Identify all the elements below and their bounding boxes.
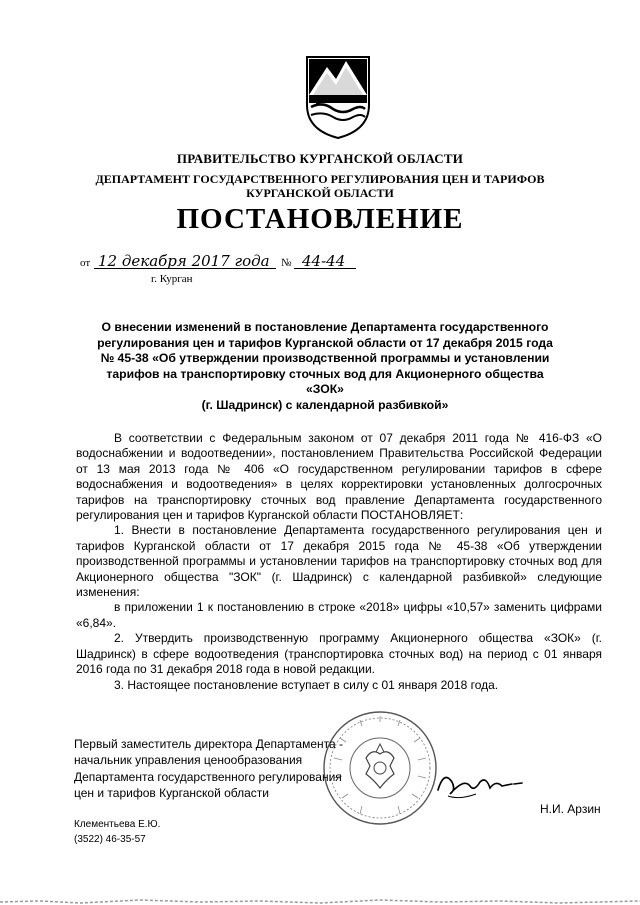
signatory-position [74,736,374,802]
department-line-2: КУРГАНСКОЙ ОБЛАСТИ [246,186,394,200]
handwritten-date: 12 декабря 2017 года [98,252,270,270]
document-title: ПОСТАНОВЛЕНИЕ [176,203,464,235]
handwritten-signature [430,760,530,805]
scan-edge-noise [0,890,640,905]
subject-line: тарифов на транспортировку сточных вод для Акционерного общества «ЗОК» [106,366,544,396]
date-from-label: от [80,257,91,269]
body-paragraph-item-2: 2. Утвердить производственную программу Акционерного общества «ЗОК» (г. Шадринск) в сфере водоотведения (транспортировка сточных вод) на период с 01 января 2016 года по 31 декабря 2018 года в новой редакции. [76,631,602,677]
signatory-position-line: начальник управления ценообразования [74,753,303,768]
subject-line: О внесении изменений в постановление Департамента государственного [101,320,549,334]
body-paragraph-amendment: в приложении 1 к постановлению в строке «2018» цифры «10,57» заменить цифрами «6,84». [76,600,602,630]
subject-line: (г. Шадринск) с календарной разбивкой» [201,397,449,412]
number-label: № [281,257,292,269]
subject-line: № 45-38 «Об утверждении производственной программы и установлении [100,351,550,365]
government-name: ПРАВИТЕЛЬСТВО КУРГАНСКОЙ ОБЛАСТИ [176,151,464,166]
body-paragraph-item-1: 1. Внести в постановление Департамента государственного регулирования цен и тарифов Курганской области от 17 декабря 2015 года № 45-38 «Об утверждении производственной программы и установлении тарифов на транспортировку сточных вод для Акционерного общества "ЗОК" (г. Шадринск) с календарной разбивкой» следующие изменения: [76,523,602,600]
document-body [76,431,602,693]
body-paragraph-preamble: В соответствии с Федеральным законом от 07 декабря 2011 года № 416-ФЗ «О водоснабжении и водоотведении», постановлением Правительства Российской Федерации от 13 мая 2013 года № 406 «О государственном регулировании тарифов в сфере водоснабжения и водоотведения» в целях корректировки установленных долгосрочных тарифов на транспортировку сточных вод правление Департамента государственного регулирования цен и тарифов Курганской области ПОСТАНОВЛЯЕТ: [76,431,602,523]
executor-phone: (3522) 46-35-57 [74,833,146,845]
department-name [0,172,640,200]
signatory-position-line: Первый заместитель директора Департамента - [74,737,344,751]
executor-contact [74,818,160,847]
department-line-1: ДЕПАРТАМЕНТ ГОСУДАРСТВЕННОГО РЕГУЛИРОВАНИЯ ЦЕН И ТАРИФОВ [95,172,545,186]
signatory-position-line: цен и тарифов Курганской области [74,786,269,801]
date-number-line [80,254,380,274]
city: г. Курган [151,273,193,285]
signatory-position-line: Департамента государственного регулирования [74,769,342,784]
body-paragraph-item-3: 3. Настоящее постановление вступает в силу с 01 января 2018 года. [114,677,499,692]
subject-heading [90,320,560,413]
handwritten-number: 44-44 [302,252,346,270]
subject-line: регулирования цен и тарифов Курганской области от 17 декабря 2015 года [97,335,553,350]
executor-name: Клементьева Е.Ю. [74,819,161,830]
coat-of-arms-emblem [303,55,373,140]
signatory-name: Н.И. Арзин [540,802,601,816]
